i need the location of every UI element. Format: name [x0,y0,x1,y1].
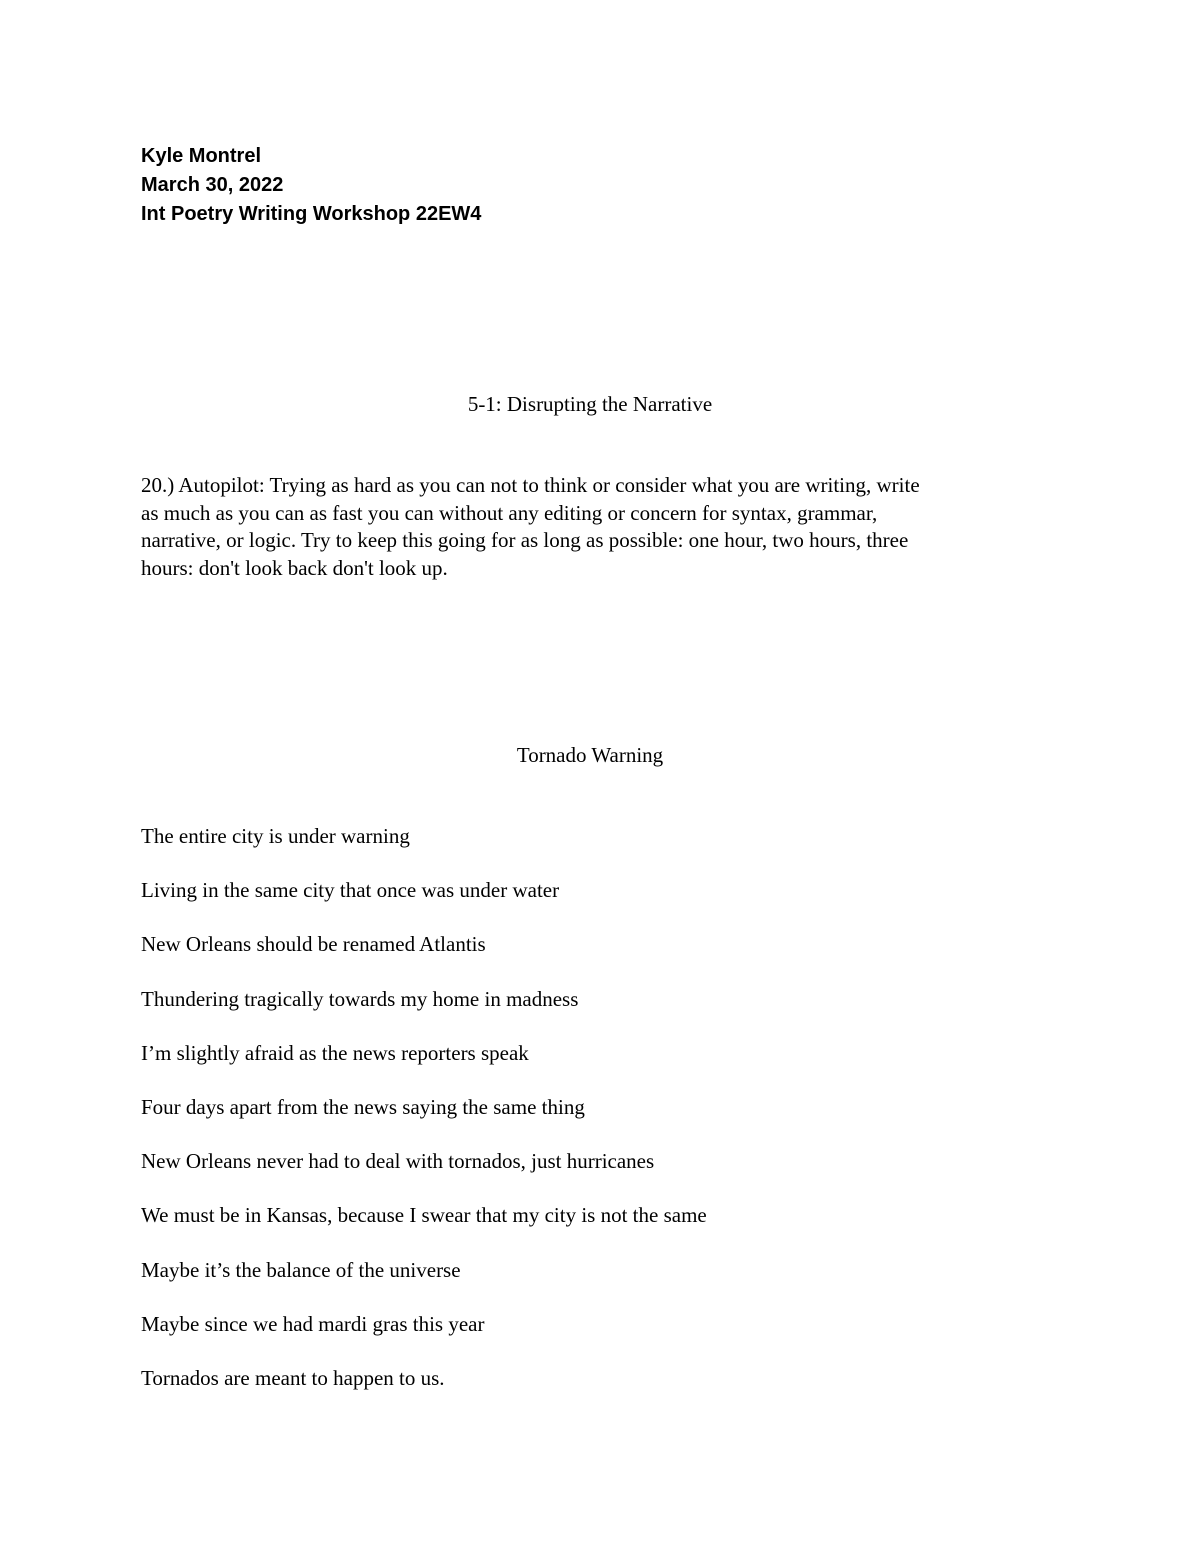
prompt-line: 20.) Autopilot: Trying as hard as you can not to think or consider what you are writing, write [141,473,920,497]
prompt-line: narrative, or logic. Try to keep this going for as long as possible: one hour, two hours, three [141,528,909,552]
poem-line: Thundering tragically towards my home in madness [141,986,579,1011]
poem-line: I’m slightly afraid as the news reporters speak [141,1040,529,1065]
poem-line: Tornados are meant to happen to us. [141,1365,445,1390]
poem-line: Maybe since we had mardi gras this year [141,1311,485,1336]
course-name: Int Poetry Writing Workshop 22EW4 [141,203,482,225]
poem-line: Four days apart from the news saying the same thing [141,1094,585,1119]
poem-line: The entire city is under warning [141,824,410,848]
prompt-line: hours: don't look back don't look up. [141,555,448,580]
assignment-prompt [141,472,1056,582]
poem-line: New Orleans should be renamed Atlantis [141,932,486,957]
poem-line: We must be in Kansas, because I swear that my city is not the same [141,1203,707,1228]
poem-body [141,821,707,1417]
document-header [141,142,481,229]
document-date: March 30, 2022 [141,174,284,196]
poem-line: Maybe it’s the balance of the universe [141,1257,461,1282]
poem-line: Living in the same city that once was under water [141,878,560,903]
assignment-title: 5-1: Disrupting the Narrative [467,392,713,416]
poem-line: New Orleans never had to deal with tornados, just hurricanes [141,1149,655,1174]
poem-title: Tornado Warning [516,743,664,767]
author-name: Kyle Montrel [141,145,262,167]
prompt-line: as much as you can as fast you can without any editing or concern for syntax, grammar, [141,500,878,525]
